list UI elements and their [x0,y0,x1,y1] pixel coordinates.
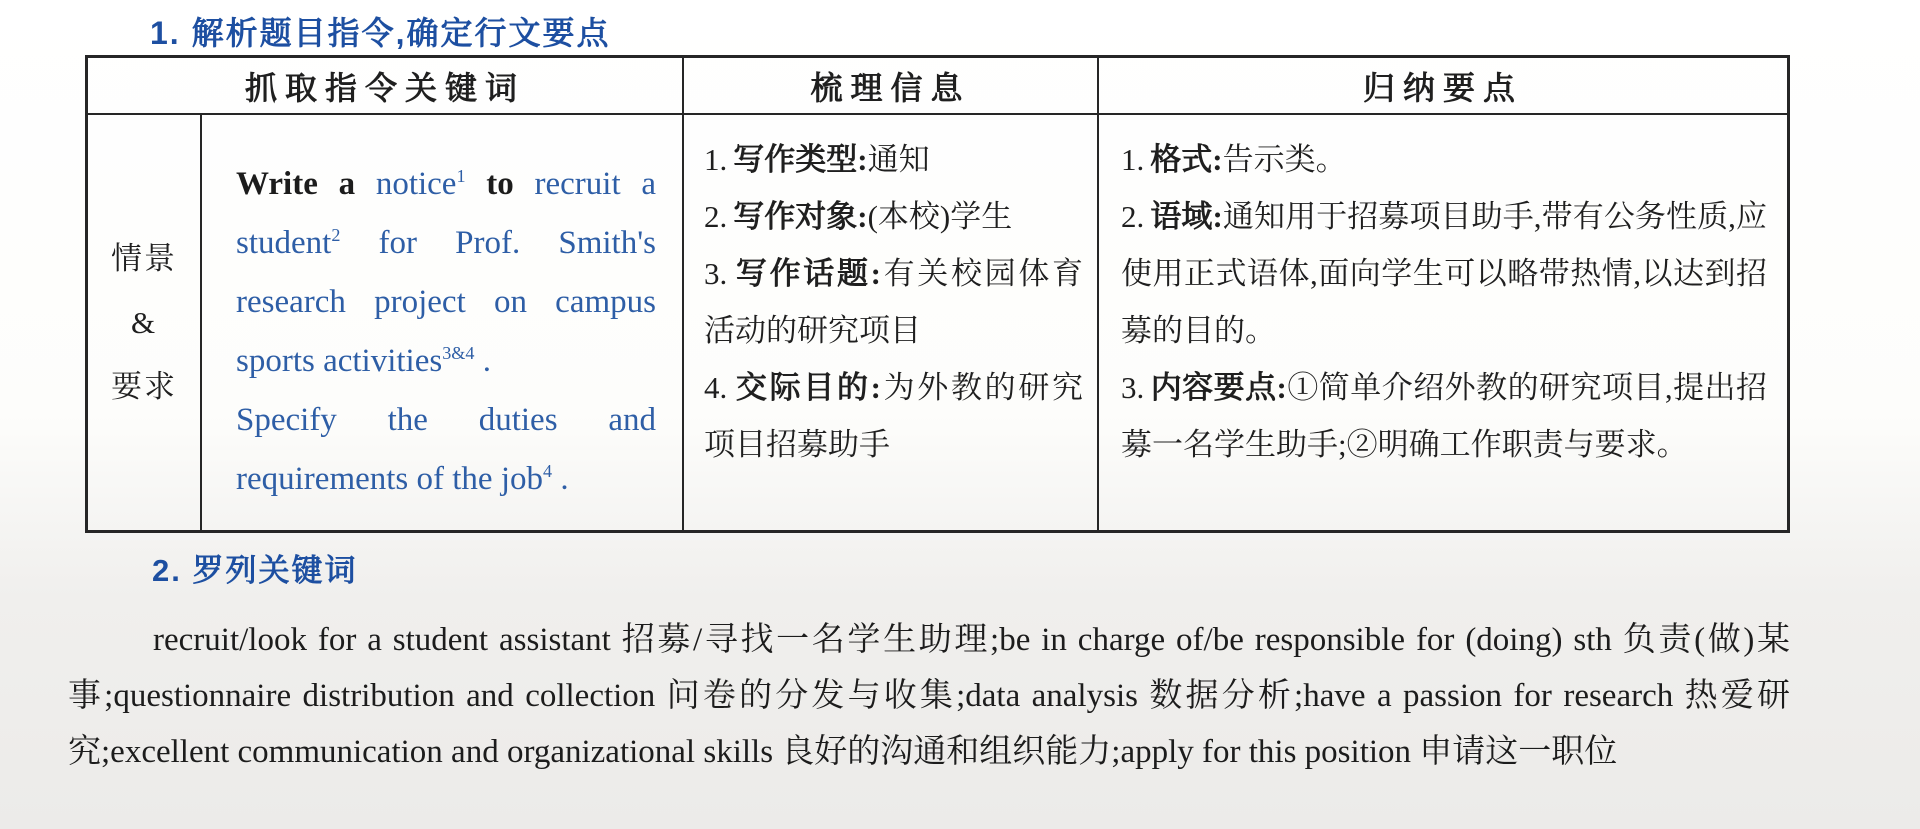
row-label-scenario-requirements [88,115,202,530]
table-header-row [88,58,1787,115]
row-label-line: 要求 [111,368,177,404]
info-item-writing-type: 1. 写作类型:通知 [704,142,930,177]
header-grab-keywords: 抓取指令关键词 [88,58,684,113]
row-label-line: 情景 [111,240,177,276]
section-1-heading: 1. 解析题目指令,确定行文要点 [150,15,611,51]
analysis-table [85,55,1790,533]
header-summarize-points: 归纳要点 [1362,69,1523,106]
info-item-communicative-purpose: 4. 交际目的:为外教的研究项目招募助手 [704,370,1084,462]
organize-info-cell [684,115,1099,530]
keywords-paragraph: recruit/look for a student assistant 招募/寻找一名学生助理;be in charge of/be responsible for (doing) sth 负责(做)某事;questionnaire distribution and collection 问卷的分发与收集;data analysis 数据分析;have a passion for research 热爱研究;excellent communication and organizational skills 良好的沟通和组织能力;apply for this position 申请这一职位 [68,622,1790,770]
info-item-writing-topic: 3. 写作话题:有关校园体育活动的研究项目 [704,256,1084,348]
instruction-sentence-2: Specify the duties and requirements of the job$^4$ . [236,402,656,497]
summary-item-content-points: 3. 内容要点:①简单介绍外教的研究项目,提出招募一名学生助手;②明确工作职责与要求。 [1121,370,1768,462]
instruction-sentence-1: Write a notice$^1$ to recruit a student$^2$ for Prof. Smith's research project on campus sports activities$^{3\&4}$ . [236,166,657,379]
row-label-line: & [130,304,158,340]
summary-item-register: 2. 语域:通知用于招募项目助手,带有公务性质,应使用正式语体,面向学生可以略带热情,以达到招募的目的。 [1121,199,1768,348]
summary-item-format: 1. 格式:告示类。 [1121,142,1347,177]
info-item-writing-audience: 2. 写作对象:(本校)学生 [704,199,1013,234]
summary-points-cell [1099,115,1787,530]
header-organize-info: 梳理信息 [684,58,1099,113]
section-2-heading: 2. 罗列关键词 [152,553,358,588]
instruction-cell [202,115,684,530]
table-body-row [88,115,1787,530]
